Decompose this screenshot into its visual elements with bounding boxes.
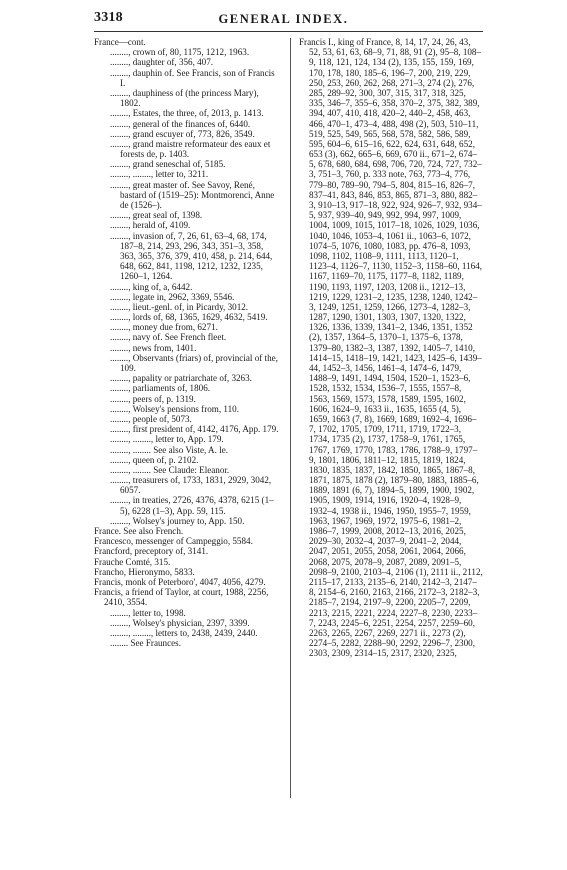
index-column-left bbox=[94, 37, 280, 648]
index-entry: ........, daughter of, 356, 407. bbox=[110, 57, 214, 68]
index-entry: ........, money due from, 6271. bbox=[110, 322, 218, 333]
index-entry: ........, legate in, 2962, 3369, 5546. bbox=[110, 291, 235, 302]
index-entry: ........, herald of, 4109. bbox=[110, 220, 191, 231]
index-entry: ........ See Fraunces. bbox=[110, 638, 181, 649]
index-entry: ........, grand escuyer of, 773, 826, 3549. bbox=[110, 128, 255, 139]
index-entry: ........, grand maistre reformateur des eaux et forests de, p. 1403. bbox=[110, 138, 271, 160]
index-entry: ........, dauphin of. See Francis, son of Francis I. bbox=[110, 67, 275, 88]
index-entry: ........, peers of, p. 1319. bbox=[110, 393, 196, 404]
index-column-right bbox=[299, 37, 483, 658]
index-entry: ........, news from, 1401. bbox=[110, 342, 197, 353]
index-entry: ........, king of, a, 6442. bbox=[110, 281, 193, 292]
index-entry: ........, crown of, 80, 1175, 1212, 1963. bbox=[110, 47, 250, 58]
index-entry: ........, ........ See Claude: Eleanor. bbox=[110, 464, 230, 475]
index-entry: Francis, a friend of Taylor, at court, 1988, 2256, 2410, 3554. bbox=[94, 587, 269, 608]
header-rule bbox=[94, 31, 483, 32]
index-entry: Francford, preceptory of, 3141. bbox=[94, 546, 209, 557]
index-entry: ........, lieut.-genl. of, in Picardy, 3012. bbox=[110, 301, 249, 312]
index-entry: ........, lords of, 68, 1365, 1629, 4632, 5419. bbox=[110, 312, 268, 323]
index-entry: Francis I., king of France, 8, 14, 17, 24, 26, 43, 52, 53, 61, 63, 68–9, 71, 88, 91 (2), 95–8, 108–9, 118, 121, 124, 134 (2), 135, 155, 159, 169, 170, 178, 180, 185–6, 196–7, 200, 219, 229, 250, 253, 260, 262, 268, 271–3, 274 (2), 276, 285, 289–92, 300, 307, 315, 317, 318, 325, 335, 346–7, 355–6, 358, 370–2, 375, 382, 389, 394, 407, 410, 418, 420–2, 440–2, 458, 463, 466, 470–1, 473–4, 488, 498 (2), 503, 510–11, 519, 525, 549, 565, 568, 578, 582, 586, 589, 595, 604–6, 615–16, 622, 624, 631, 648, 652, 653 (3), 662, 665–6, 669, 670 ii., 671–2, 674–5, 678, 680, 684, 698, 706, 720, 724, 727, 732–3, 751–3, 760, p. 333 note, 763, 773–4, 776, 779–80, 789–90, 794–5, 804, 815–16, 826–7, 837–41, 843, 846, 853, 865, 871–3, 880, 882–3, 910–13, 917–18, 922, 924, 926–7, 932, 934–5, 937, 939–40, 949, 992, 994, 997, 1009, 1004, 1009, 1015, 1017–18, 1026, 1029, 1036, 1040, 1046, 1053–4, 1061 ii., 1063–6, 1072, 1074–5, 1076, 1080, 1083, pp. 476–8, 1093, 1098, 1102, 1108–9, 1111, 1113, 1120–1, 1123–4, 1126–7, 1130, 1152–3, 1158–60, 1164, 1167, 1169–70, 1175, 1177–8, 1182, 1189, 1190, 1193, 1197, 1203, 1208 ii., 1212–13, 1219, 1229, 1231–2, 1235, 1238, 1240, 1242–3, 1249, 1251, 1259, 1266, 1273–4, 1282–3, 1287, 1290, 1301, 1303, 1307, 1320, 1322, 1326, 1336, 1339, 1341–2, 1346, 1351, 1352 (2), 1357, 1364–5, 1370–1, 1375–6, 1378, 1379–80, 1382–3, 1387, 1392, 1405–7, 1410, 1414–15, 1418–19, 1421, 1423, 1425–6, 1439–44, 1452–3, 1456, 1461–4, 1474–6, 1479, 1488–9, 1491, 1494, 1504, 1520–1, 1523–6, 1528, 1532, 1534, 1536–7, 1555, 1557–8, 1563, 1569, 1573, 1578, 1589, 1595, 1602, 1606, 1624–9, 1633 ii., 1635, 1655 (4, 5), 1659, 1663 (7, 8), 1669, 1689, 1692–4, 1696–7, 1702, 1705, 1709, 1711, 1719, 1722–3, 1734, 1735 (2), 1737, 1758–9, 1761, 1765, 1767, 1769, 1770, 1783, 1786, 1788–9, 1797–9, 1801, 1806, 1811–12, 1815, 1819, 1824, 1830, 1835, 1837, 1842, 1850, 1865, 1867–8, 1871, 1875, 1878 (2), 1879–80, 1883, 1885–6, 1889, 1891 (6, 7), 1894–5, 1899, 1900, 1902, 1905, 1909, 1914, 1916, 1920–4, 1928–9, 1932–4, 1938 ii., 1946, 1950, 1955–7, 1959, 1963, 1967, 1969, 1972, 1975–6, 1981–2, 1986–7, 1999, 2008, 2012–13, 2016, 2025, 2029–30, 2032–4, 2037–9, 2041–2, 2044, 2047, 2051, 2055, 2058, 2061, 2064, 2066, 2068, 2075, 2078–9, 2087, 2089, 2091–5, 2098–9, 2100, 2103–4, 2106 (1), 2111 ii., 2112, 2115–17, 2133, 2135–6, 2140, 2142–3, 2147–8, 2154–6, 2160, 2163, 2166, 2172–3, 2182–3, 2185–7, 2194, 2197–9, 2200, 2205–7, 2209, 2213, 2215, 2221, 2224, 2227–8, 2230, 2233–7, 2243, 2245–6, 2251, 2254, 2257, 2259–60, 2263, 2265, 2267, 2269, 2271 ii., 2273 (2), 2274–5, 2282, 2288–90, 2292, 2296–7, 2300, 2303, 2309, 2314–15, 2317, 2320, 2325, bbox=[299, 37, 483, 659]
index-entry: Francis, monk of Peterboro', 4047, 4056, 4279. bbox=[94, 576, 266, 587]
index-entry: ........, queen of, p. 2102. bbox=[110, 454, 199, 465]
index-entry: ........, Estates, the three, of, 2013, p. 1413. bbox=[110, 108, 264, 119]
running-head: GENERAL INDEX. bbox=[218, 12, 349, 26]
page-number: 3318 bbox=[94, 10, 123, 25]
index-entry: ........, Wolsey's physician, 2397, 3399. bbox=[110, 617, 250, 628]
index-entry: ........, first president of, 4142, 4176, App. 179. bbox=[110, 424, 279, 435]
index-entry: ........, general of the finances of, 6440. bbox=[110, 118, 251, 129]
index-entry: ........, ........, letter to, 3211. bbox=[110, 169, 209, 180]
index-entry: ........, Observants (friars) of, provincial of the, 109. bbox=[110, 352, 278, 373]
index-entry: France—cont. bbox=[94, 37, 146, 47]
index-entry: Francesco, messenger of Campeggio, 5584. bbox=[94, 536, 253, 547]
index-entry: ........, great master of. See Savoy, René, bastard of (1519–25): Montmorenci, Anne de (1526–). bbox=[110, 179, 275, 210]
index-entry: ........, grand seneschal of, 5185. bbox=[110, 159, 226, 170]
index-entry: ........, Wolsey's journey to, App. 150. bbox=[110, 515, 245, 526]
index-entry: ........, navy of. See French fleet. bbox=[110, 332, 227, 343]
index-entry: ........, Wolsey's pensions from, 110. bbox=[110, 403, 239, 414]
index-entry: ........, people of, 5073. bbox=[110, 413, 192, 424]
index-entry: ........, invasion of, 7, 26, 61, 63–4, 68, 174, 187–8, 214, 293, 296, 343, 351–3, 358, 363, 365, 376, 379, 410, 458, p. 214, 644, 648, 662, 841, 1198, 1212, 1232, 1235, 1260–1, 1264. bbox=[110, 230, 273, 282]
index-entry: Francho, Hieronymo, 5833. bbox=[94, 566, 195, 577]
index-entry: ........, ........, letter to, App. 179. bbox=[110, 434, 224, 445]
index-entry: ........, ........ See also Viste, A. le. bbox=[110, 444, 229, 455]
column-divider bbox=[290, 38, 291, 798]
index-entry: ........, in treaties, 2726, 4376, 4378, 6215 (1–5), 6228 (1–3), App. 59, 115. bbox=[110, 495, 274, 516]
index-entry: ........, ........, letters to, 2438, 2439, 2440. bbox=[110, 627, 258, 638]
index-entry: ........, papality or patriarchate of, 3263. bbox=[110, 373, 252, 384]
index-entry: ........, great seal of, 1398. bbox=[110, 210, 203, 221]
index-entry: ........, letter to, 1998. bbox=[110, 607, 186, 618]
index-entry: ........, parliaments of, 1806. bbox=[110, 383, 211, 394]
index-entry: ........, treasurers of, 1733, 1831, 2929, 3042, 6057. bbox=[110, 475, 272, 496]
index-entry: ........, dauphiness of (the princess Mary), 1802. bbox=[110, 87, 259, 109]
index-entry: France. See also French. bbox=[94, 526, 184, 536]
index-entry: Frauche Comté, 315. bbox=[94, 556, 171, 567]
